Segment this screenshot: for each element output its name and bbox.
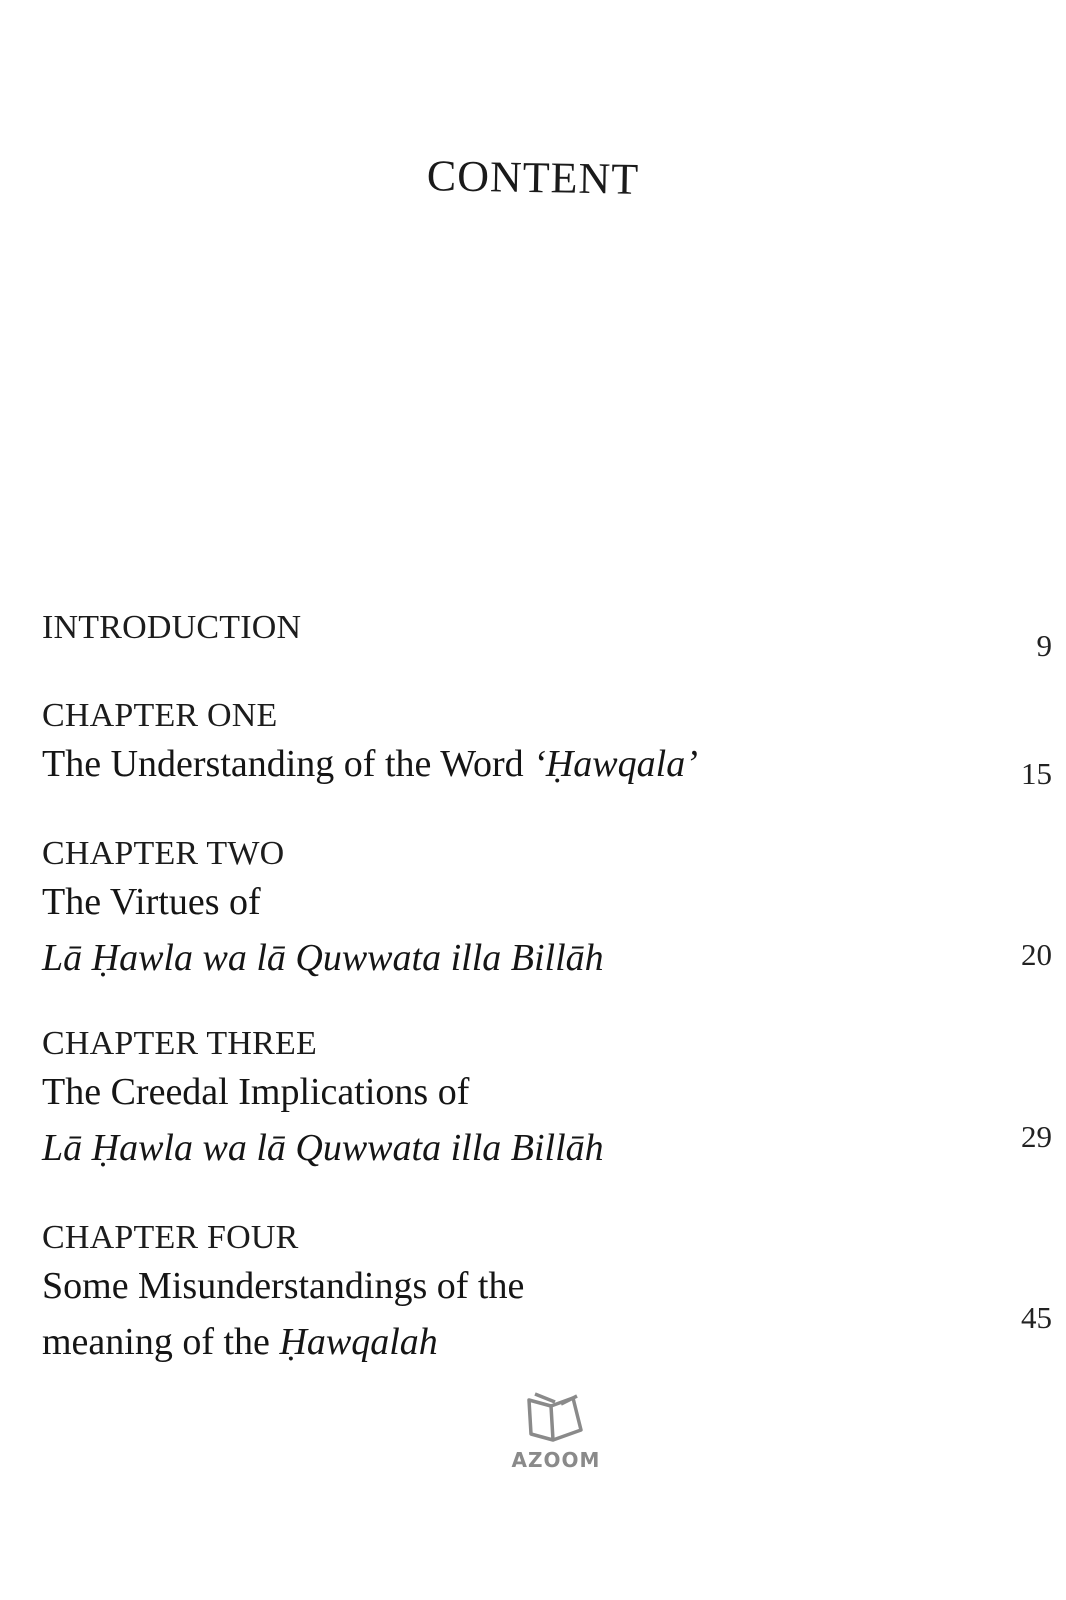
toc-chapter-title-italic: Lā Ḥawla wa lā Quwwata illa Billāh [42, 1127, 604, 1169]
toc-page-number: 15 [1021, 756, 1052, 791]
watermark-text: AZOOM [511, 1448, 601, 1472]
toc-title-text: The Understanding of the Word [42, 743, 534, 785]
toc-chapter-title [42, 736, 1002, 792]
toc-heading: CHAPTER ONE [42, 697, 278, 734]
toc-entry-chapter-three[interactable] [42, 1024, 1002, 1176]
toc-entry-introduction[interactable] [42, 608, 1002, 648]
toc-heading: CHAPTER THREE [42, 1025, 317, 1062]
toc-heading: CHAPTER FOUR [42, 1219, 299, 1256]
toc-chapter-title: The Virtues of [42, 881, 261, 923]
toc-page-number: 29 [1021, 1119, 1052, 1154]
open-book-icon [508, 1390, 604, 1446]
toc-chapter-title: The Creedal Implications of [42, 1071, 470, 1113]
toc-chapter-title-italic: Lā Ḥawla wa lā Quwwata illa Billāh [42, 937, 604, 979]
toc-page-number: 9 [1036, 628, 1052, 663]
toc-chapter-title [42, 1314, 1002, 1370]
page-title: CONTENT [426, 151, 640, 204]
toc-chapter-title: Some Misunderstandings of the [42, 1265, 525, 1307]
toc-title-text: meaning of the [42, 1321, 280, 1363]
toc-title-italic: Ḥawqalah [279, 1321, 438, 1363]
toc-heading: INTRODUCTION [42, 609, 302, 646]
toc-entry-chapter-two[interactable] [42, 834, 1002, 986]
toc-title-italic: ‘Ḥawqala’ [533, 743, 698, 785]
toc-entry-chapter-four[interactable] [42, 1218, 1002, 1370]
toc-heading: CHAPTER TWO [42, 835, 285, 872]
toc-page-number: 45 [1021, 1300, 1052, 1335]
toc-entry-chapter-one[interactable] [42, 696, 1002, 792]
toc-page-number: 20 [1021, 937, 1052, 972]
azoom-watermark [508, 1390, 604, 1472]
